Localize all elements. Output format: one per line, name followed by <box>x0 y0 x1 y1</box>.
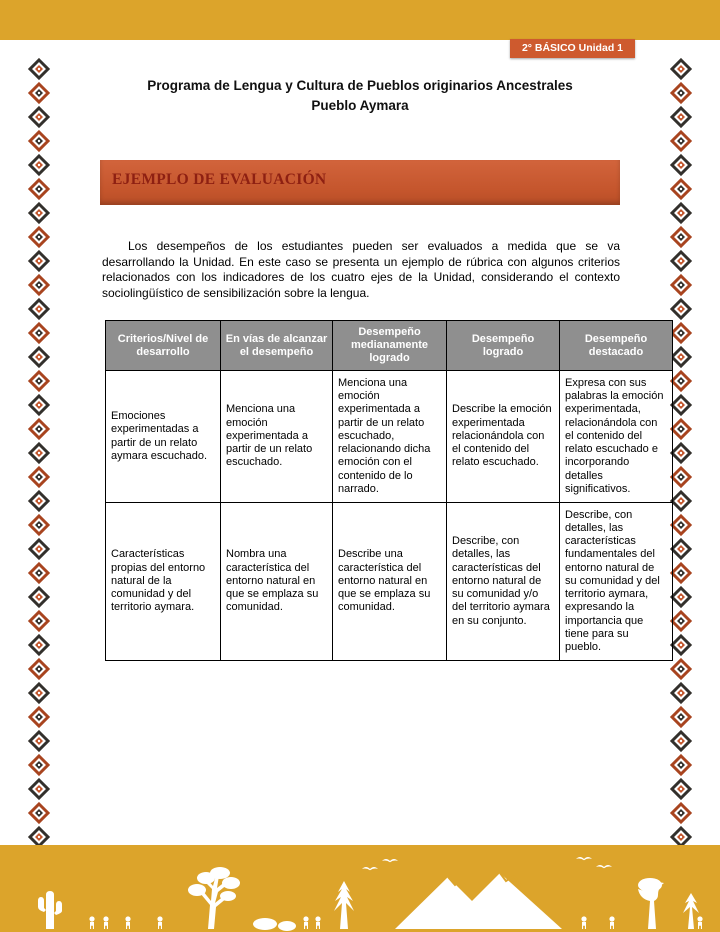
rubric-header-criteria: Criterios/Nivel de desarrollo <box>106 321 221 371</box>
rubric-cell: Describe una característica del entorno natural en que se emplaza su comunidad. <box>333 503 447 661</box>
section-header-bar <box>100 160 620 205</box>
table-row <box>106 503 673 661</box>
rubric-cell: Describe, con detalles, las características del entorno natural de su comunidad y/o del territorio aymara en su conjunto. <box>447 503 560 661</box>
rubric-cell: Emociones experimentadas a partir de un relato aymara escuchado. <box>106 371 221 503</box>
rubric-header-logrado: Desempeño logrado <box>447 321 560 371</box>
rubric-header-row <box>106 321 673 371</box>
rubric-header-destacado: Desempeño destacado <box>560 321 673 371</box>
rubric-table-head <box>106 321 673 371</box>
rubric-cell: Nombra una característica del entorno natural en que se emplaza su comunidad. <box>221 503 333 661</box>
top-accent-bar <box>0 0 720 40</box>
rubric-header-medianamente: Desempeño medianamente logrado <box>333 321 447 371</box>
rubric-cell: Características propias del entorno natural de la comunidad y del territorio aymara. <box>106 503 221 661</box>
document-title <box>80 76 640 116</box>
rubric-cell: Expresa con sus palabras la emoción experimentada, relacionándola con el contenido del relato escuchado e incorporando detalles significativos. <box>560 371 673 503</box>
title-line2: Pueblo Aymara <box>311 98 409 113</box>
grade-unit-badge: 2° BÁSICO Unidad 1 <box>510 39 635 58</box>
rubric-cell: Menciona una emoción experimentada a partir de un relato escuchado, relacionando dicha emoción con el contenido de lo narrado. <box>333 371 447 503</box>
landscape-silhouette-icon <box>0 845 720 932</box>
intro-paragraph: Los desempeños de los estudiantes pueden ser evaluados a medida que se va desarrollando la Unidad. En este caso se presenta un ejemplo de rúbrica con algunos criterios relacionados con los indicadores de los cuatro ejes de la Unidad, considerando el contexto sociolingüístico de sensibilización sobre la lengua. <box>102 239 620 300</box>
rubric-table-body <box>106 371 673 661</box>
rubric-table <box>105 320 673 661</box>
rubric-cell: Describe la emoción experimentada relacionándola con el contenido del relato escuchado. <box>447 371 560 503</box>
rubric-header-en-vias: En vías de alcanzar el desempeño <box>221 321 333 371</box>
section-title: EJEMPLO DE EVALUACIÓN <box>112 171 327 188</box>
left-border-andean-pattern-icon <box>27 57 51 845</box>
table-row <box>106 371 673 503</box>
rubric-cell: Menciona una emoción experimentada a partir de un relato escuchado. <box>221 371 333 503</box>
footer-band <box>0 845 720 932</box>
title-line1: Programa de Lengua y Cultura de Pueblos originarios Ancestrales <box>147 78 573 93</box>
rubric-cell: Describe, con detalles, las características fundamentales del entorno natural de su comunidad y del territorio aymara, expresando la importancia que tiene para su pueblo. <box>560 503 673 661</box>
